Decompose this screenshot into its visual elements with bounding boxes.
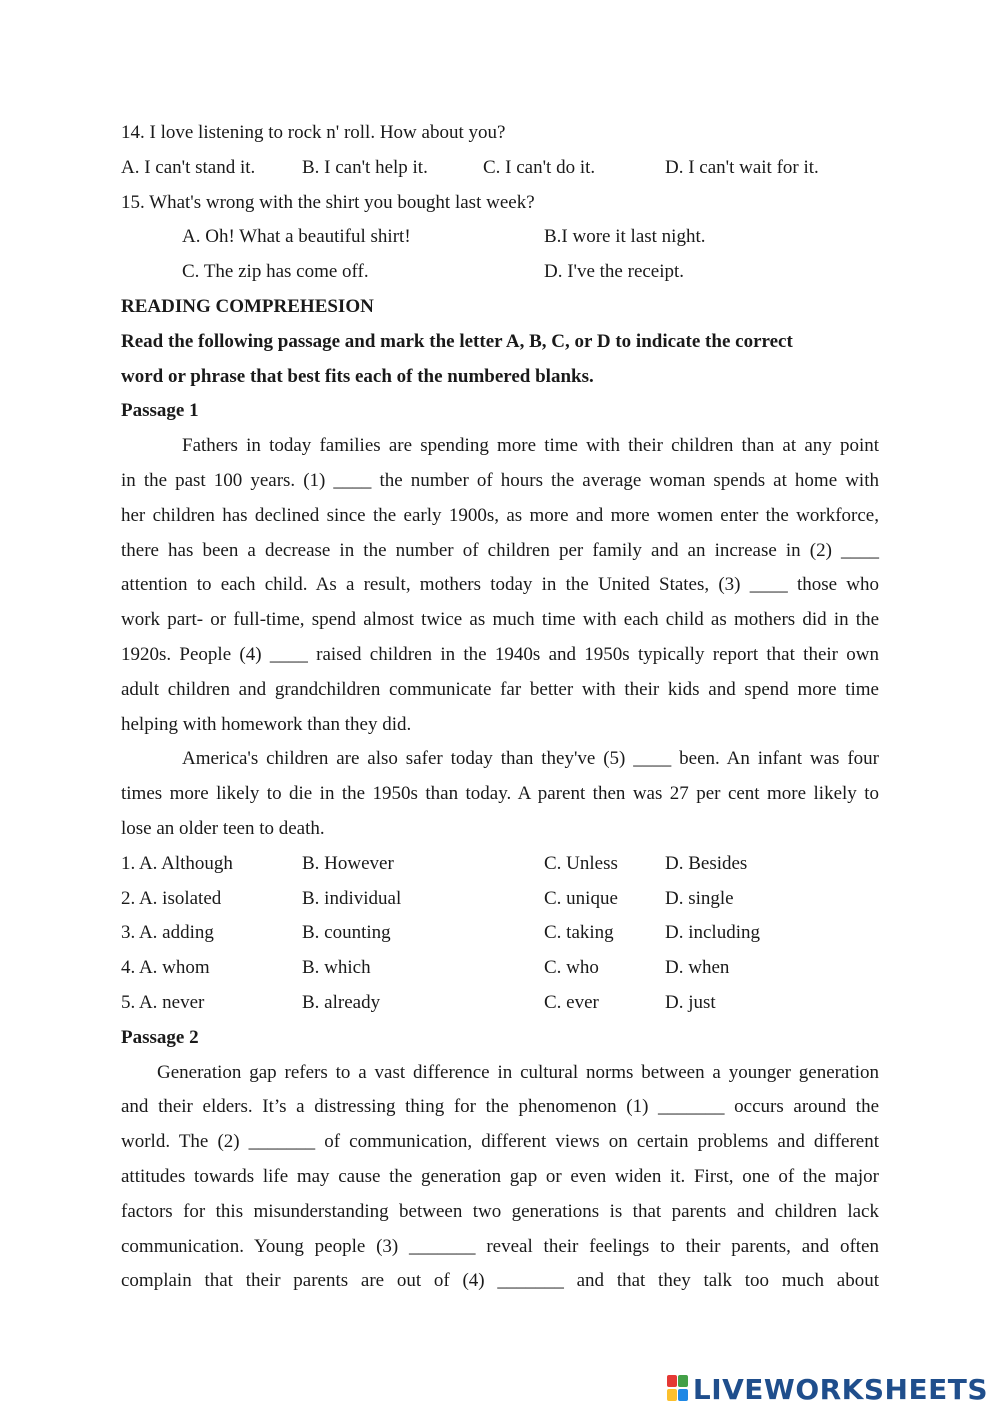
passage-1-title: Passage 1	[121, 400, 199, 422]
section-title: READING COMPREHESION	[121, 295, 374, 317]
answer-option: C. Unless	[544, 852, 618, 874]
passage-2-line: and their elders. It’s a distressing thing for the phenomenon (1) _______ occurs around the	[121, 1096, 879, 1118]
question-15-options-row2	[121, 255, 879, 290]
answer-row-4	[121, 951, 879, 986]
passage-1-line: her children has declined since the early 1900s, as more and more women enter the workforce,	[121, 504, 879, 526]
passage-1-line: 1920s. People (4) ____ raised children in the 1940s and 1950s typically report that their own	[121, 643, 879, 665]
brand-wordmark: LIVEWORKSHEETS	[692, 1372, 988, 1406]
passage-1-line: America's children are also safer today than they've (5) ____ been. An infant was four	[182, 748, 879, 770]
question-14: 14. I love listening to rock n' roll. How about you?	[121, 122, 506, 143]
question-15-options-row1	[121, 220, 879, 255]
passage-1-line: there has been a decrease in the number of children per family and an increase in (2) ____	[121, 539, 879, 561]
passage-2-line: communication. Young people (3) _______ reveal their feelings to their parents, and often	[121, 1235, 879, 1257]
passage-1-line: times more likely to die in the 1950s than today. A parent then was 27 per cent more likely to	[121, 783, 879, 805]
passage-2-line: world. The (2) _______ of communication, different views on certain problems and different	[121, 1131, 879, 1153]
answer-option: D. including	[665, 922, 760, 944]
answer-option: 3. A. adding	[121, 922, 214, 944]
answer-option: C. unique	[544, 887, 618, 909]
passage-1-line: helping with homework than they did.	[121, 713, 412, 735]
answer-option: 1. A. Although	[121, 852, 233, 874]
answer-row-2	[121, 882, 879, 917]
question-15: 15. What's wrong with the shirt you bought last week?	[121, 191, 535, 213]
passage-1-line: attention to each child. As a result, mothers today in the United States, (3) ____ those who	[121, 574, 879, 596]
answer-option: D. Besides	[665, 852, 748, 874]
passage-2-title: Passage 2	[121, 1026, 199, 1048]
q14-option-d: D. I can't wait for it.	[665, 156, 819, 178]
q14-option-b: B. I can't help it.	[302, 156, 428, 178]
passage-1-line: adult children and grandchildren communicate far better with their kids and spend more time	[121, 678, 879, 700]
passage-2-line: Generation gap refers to a vast difference in cultural norms between a younger generation	[157, 1061, 879, 1083]
q14-option-c: C. I can't do it.	[483, 156, 596, 178]
answer-option: B. which	[302, 957, 371, 979]
answer-row-1	[121, 847, 879, 882]
answer-option: B. counting	[302, 922, 391, 944]
passage-1-line: work part- or full-time, spend almost twice as much time with each child as mothers did in the	[121, 609, 879, 631]
q14-option-a: A. I can't stand it.	[121, 156, 256, 178]
answer-option: 4. A. whom	[121, 957, 210, 979]
answer-option: D. single	[665, 887, 734, 909]
answer-option: B. However	[302, 852, 394, 874]
instruction-line-1: Read the following passage and mark the letter A, B, C, or D to indicate the correct	[121, 330, 793, 352]
answer-option: 2. A. isolated	[121, 887, 222, 909]
liveworksheets-logo	[667, 1372, 988, 1406]
q15-option-a: A. Oh! What a beautiful shirt!	[182, 226, 411, 248]
q15-option-d: D. I've the receipt.	[544, 261, 685, 283]
passage-1-line: lose an older teen to death.	[121, 817, 325, 839]
passage-2-line: factors for this misunderstanding between two generations is that parents and children lack	[121, 1200, 879, 1222]
logo-square	[667, 1375, 677, 1387]
q15-option-b: B.I wore it last night.	[544, 226, 706, 248]
logo-square	[667, 1389, 677, 1401]
answer-option: C. who	[544, 957, 599, 979]
logo-square	[678, 1375, 688, 1387]
answer-option: C. ever	[544, 991, 599, 1013]
passage-2-line: attitudes towards life may cause the generation gap or even widen it. First, one of the major	[121, 1165, 879, 1187]
answer-option: B. already	[302, 991, 381, 1013]
answer-row-3	[121, 916, 879, 951]
passage-2-line: complain that their parents are out of (4) _______ and that they talk too much about	[121, 1270, 879, 1292]
answer-option: D. just	[665, 991, 716, 1013]
passage-1-line: Fathers in today families are spending more time with their children than at any point	[182, 435, 879, 457]
answer-option: D. when	[665, 957, 730, 979]
q15-option-c: C. The zip has come off.	[182, 261, 369, 283]
answer-row-5	[121, 986, 879, 1021]
liveworksheets-mark-icon	[667, 1375, 689, 1403]
question-14-options	[121, 151, 879, 186]
passage-1-line: in the past 100 years. (1) ____ the number of hours the average woman spends at home with	[121, 469, 879, 491]
answer-option: C. taking	[544, 922, 614, 944]
answer-option: 5. A. never	[121, 991, 205, 1013]
logo-square	[678, 1389, 688, 1401]
answer-option: B. individual	[302, 887, 402, 909]
worksheet-page	[121, 116, 879, 1299]
instruction-line-2: word or phrase that best fits each of the numbered blanks.	[121, 365, 594, 387]
